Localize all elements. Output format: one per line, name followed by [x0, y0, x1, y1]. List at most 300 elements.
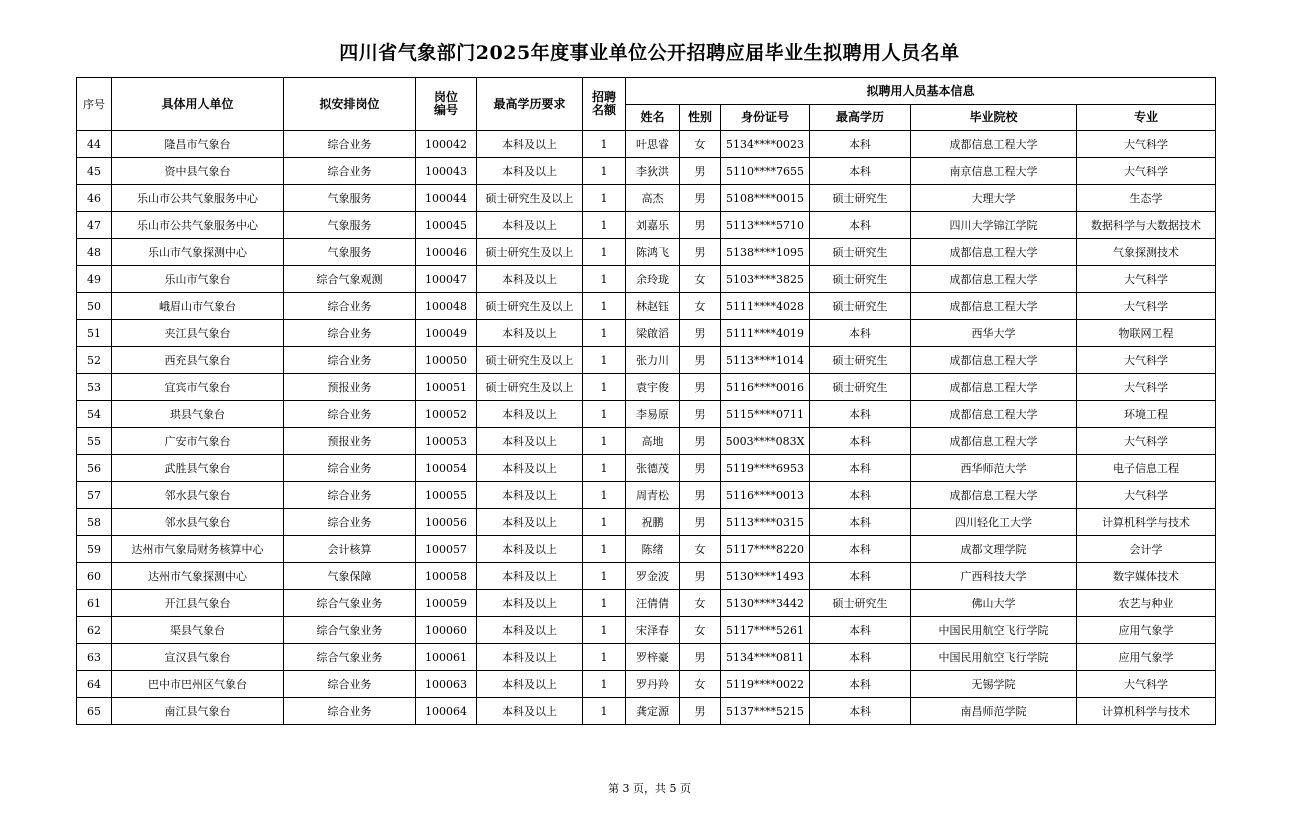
edu-req-cell: 本科及以上 [477, 482, 583, 509]
name-cell: 祝鹏 [626, 509, 680, 536]
id-number-cell: 5137****5215 [721, 698, 810, 725]
gender-cell: 女 [680, 671, 721, 698]
major-cell: 大气科学 [1077, 131, 1216, 158]
degree-cell: 本科 [810, 671, 911, 698]
table-row [77, 428, 1216, 455]
seq-cell: 56 [77, 455, 112, 482]
school-cell: 成都信息工程大学 [911, 482, 1077, 509]
degree-cell: 硕士研究生 [810, 590, 911, 617]
gender-cell: 女 [680, 293, 721, 320]
position-cell: 会计核算 [284, 536, 416, 563]
school-cell: 成都信息工程大学 [911, 293, 1077, 320]
degree-cell: 本科 [810, 455, 911, 482]
table-row [77, 401, 1216, 428]
gender-cell: 男 [680, 482, 721, 509]
name-cell: 李狄洪 [626, 158, 680, 185]
name-cell: 梁啟滔 [626, 320, 680, 347]
gender-cell: 男 [680, 509, 721, 536]
major-cell: 数字媒体技术 [1077, 563, 1216, 590]
table-row [77, 617, 1216, 644]
position-cell: 气象服务 [284, 185, 416, 212]
quota-cell: 1 [583, 320, 626, 347]
unit-cell: 巴中市巴州区气象台 [112, 671, 284, 698]
header-name: 姓名 [626, 105, 680, 131]
post-code-cell: 100048 [416, 293, 477, 320]
quota-cell: 1 [583, 428, 626, 455]
school-cell: 成都信息工程大学 [911, 374, 1077, 401]
unit-cell: 乐山市公共气象服务中心 [112, 185, 284, 212]
position-cell: 综合业务 [284, 509, 416, 536]
post-code-cell: 100051 [416, 374, 477, 401]
unit-cell: 达州市气象局财务核算中心 [112, 536, 284, 563]
name-cell: 陈鸿飞 [626, 239, 680, 266]
major-cell: 计算机科学与技术 [1077, 698, 1216, 725]
edu-req-cell: 本科及以上 [477, 698, 583, 725]
degree-cell: 本科 [810, 563, 911, 590]
quota-cell: 1 [583, 644, 626, 671]
unit-cell: 乐山市气象台 [112, 266, 284, 293]
quota-cell: 1 [583, 671, 626, 698]
name-cell: 龚定源 [626, 698, 680, 725]
post-code-cell: 100049 [416, 320, 477, 347]
header-quota-line1: 招聘 [591, 90, 616, 104]
post-code-cell: 100053 [416, 428, 477, 455]
major-cell: 环境工程 [1077, 401, 1216, 428]
table-row [77, 644, 1216, 671]
position-cell: 预报业务 [284, 374, 416, 401]
header-quota-line2: 名额 [591, 103, 616, 117]
post-code-cell: 100054 [416, 455, 477, 482]
degree-cell: 硕士研究生 [810, 374, 911, 401]
quota-cell: 1 [583, 212, 626, 239]
header-unit: 具体用人单位 [112, 78, 284, 131]
school-cell: 成都信息工程大学 [911, 131, 1077, 158]
post-code-cell: 100043 [416, 158, 477, 185]
quota-cell: 1 [583, 536, 626, 563]
degree-cell: 本科 [810, 131, 911, 158]
unit-cell: 西充县气象台 [112, 347, 284, 374]
id-number-cell: 5117****5261 [721, 617, 810, 644]
position-cell: 综合业务 [284, 158, 416, 185]
school-cell: 广西科技大学 [911, 563, 1077, 590]
unit-cell: 乐山市气象探测中心 [112, 239, 284, 266]
header-position: 拟安排岗位 [284, 78, 416, 131]
name-cell: 高地 [626, 428, 680, 455]
degree-cell: 本科 [810, 509, 911, 536]
degree-cell: 本科 [810, 536, 911, 563]
seq-cell: 58 [77, 509, 112, 536]
major-cell: 大气科学 [1077, 266, 1216, 293]
seq-cell: 46 [77, 185, 112, 212]
id-number-cell: 5130****3442 [721, 590, 810, 617]
name-cell: 宋泽春 [626, 617, 680, 644]
major-cell: 应用气象学 [1077, 644, 1216, 671]
unit-cell: 达州市气象探测中心 [112, 563, 284, 590]
seq-cell: 50 [77, 293, 112, 320]
seq-cell: 54 [77, 401, 112, 428]
school-cell: 四川轻化工大学 [911, 509, 1077, 536]
edu-req-cell: 本科及以上 [477, 320, 583, 347]
table-row [77, 455, 1216, 482]
gender-cell: 男 [680, 158, 721, 185]
seq-cell: 57 [77, 482, 112, 509]
table-row [77, 293, 1216, 320]
name-cell: 张力川 [626, 347, 680, 374]
unit-cell: 邻水县气象台 [112, 509, 284, 536]
quota-cell: 1 [583, 374, 626, 401]
quota-cell: 1 [583, 617, 626, 644]
table-row [77, 698, 1216, 725]
table-row [77, 374, 1216, 401]
school-cell: 南昌师范学院 [911, 698, 1077, 725]
edu-req-cell: 本科及以上 [477, 428, 583, 455]
quota-cell: 1 [583, 347, 626, 374]
post-code-cell: 100044 [416, 185, 477, 212]
unit-cell: 乐山市公共气象服务中心 [112, 212, 284, 239]
edu-req-cell: 本科及以上 [477, 671, 583, 698]
gender-cell: 男 [680, 401, 721, 428]
gender-cell: 男 [680, 239, 721, 266]
header-row-top [77, 78, 1216, 105]
edu-req-cell: 本科及以上 [477, 131, 583, 158]
name-cell: 周青松 [626, 482, 680, 509]
id-number-cell: 5108****0015 [721, 185, 810, 212]
quota-cell: 1 [583, 293, 626, 320]
name-cell: 张德茂 [626, 455, 680, 482]
id-number-cell: 5116****0016 [721, 374, 810, 401]
edu-req-cell: 本科及以上 [477, 644, 583, 671]
seq-cell: 47 [77, 212, 112, 239]
position-cell: 综合业务 [284, 347, 416, 374]
post-code-cell: 100057 [416, 536, 477, 563]
position-cell: 综合业务 [284, 698, 416, 725]
position-cell: 综合业务 [284, 455, 416, 482]
id-number-cell: 5110****7655 [721, 158, 810, 185]
name-cell: 林赵钰 [626, 293, 680, 320]
name-cell: 袁宇俊 [626, 374, 680, 401]
unit-cell: 邻水县气象台 [112, 482, 284, 509]
major-cell: 大气科学 [1077, 428, 1216, 455]
header-post-code-line2: 编号 [433, 103, 458, 117]
position-cell: 综合气象业务 [284, 590, 416, 617]
header-gender: 性别 [680, 105, 721, 131]
id-number-cell: 5119****0022 [721, 671, 810, 698]
seq-cell: 61 [77, 590, 112, 617]
edu-req-cell: 本科及以上 [477, 509, 583, 536]
position-cell: 综合气象业务 [284, 617, 416, 644]
major-cell: 大气科学 [1077, 347, 1216, 374]
gender-cell: 女 [680, 536, 721, 563]
seq-cell: 49 [77, 266, 112, 293]
edu-req-cell: 本科及以上 [477, 563, 583, 590]
school-cell: 成都信息工程大学 [911, 401, 1077, 428]
table-row [77, 266, 1216, 293]
degree-cell: 本科 [810, 617, 911, 644]
major-cell: 大气科学 [1077, 158, 1216, 185]
header-highest-degree: 最高学历 [810, 105, 911, 131]
major-cell: 电子信息工程 [1077, 455, 1216, 482]
unit-cell: 夹江县气象台 [112, 320, 284, 347]
seq-cell: 51 [77, 320, 112, 347]
name-cell: 叶思睿 [626, 131, 680, 158]
gender-cell: 女 [680, 266, 721, 293]
seq-cell: 48 [77, 239, 112, 266]
edu-req-cell: 本科及以上 [477, 590, 583, 617]
seq-cell: 45 [77, 158, 112, 185]
edu-req-cell: 硕士研究生及以上 [477, 374, 583, 401]
major-cell: 生态学 [1077, 185, 1216, 212]
header-id-number: 身份证号 [721, 105, 810, 131]
seq-cell: 63 [77, 644, 112, 671]
position-cell: 预报业务 [284, 428, 416, 455]
position-cell: 综合业务 [284, 293, 416, 320]
quota-cell: 1 [583, 563, 626, 590]
post-code-cell: 100055 [416, 482, 477, 509]
edu-req-cell: 本科及以上 [477, 401, 583, 428]
edu-req-cell: 本科及以上 [477, 455, 583, 482]
gender-cell: 男 [680, 698, 721, 725]
table-row [77, 158, 1216, 185]
gender-cell: 男 [680, 185, 721, 212]
post-code-cell: 100056 [416, 509, 477, 536]
header-post-code-line1: 岗位 [433, 90, 458, 104]
name-cell: 汪倩倩 [626, 590, 680, 617]
school-cell: 成都信息工程大学 [911, 239, 1077, 266]
id-number-cell: 5113****5710 [721, 212, 810, 239]
unit-cell: 资中县气象台 [112, 158, 284, 185]
degree-cell: 本科 [810, 401, 911, 428]
table-row [77, 482, 1216, 509]
post-code-cell: 100064 [416, 698, 477, 725]
table-row [77, 320, 1216, 347]
school-cell: 成都文理学院 [911, 536, 1077, 563]
seq-cell: 64 [77, 671, 112, 698]
quota-cell: 1 [583, 239, 626, 266]
post-code-cell: 100060 [416, 617, 477, 644]
unit-cell: 峨眉山市气象台 [112, 293, 284, 320]
quota-cell: 1 [583, 131, 626, 158]
unit-cell: 隆昌市气象台 [112, 131, 284, 158]
gender-cell: 男 [680, 347, 721, 374]
seq-cell: 52 [77, 347, 112, 374]
school-cell: 西华师范大学 [911, 455, 1077, 482]
gender-cell: 男 [680, 374, 721, 401]
seq-cell: 55 [77, 428, 112, 455]
header-seq: 序号 [77, 78, 112, 131]
gender-cell: 男 [680, 320, 721, 347]
quota-cell: 1 [583, 401, 626, 428]
unit-cell: 武胜县气象台 [112, 455, 284, 482]
unit-cell: 宣汉县气象台 [112, 644, 284, 671]
name-cell: 罗金波 [626, 563, 680, 590]
school-cell: 大理大学 [911, 185, 1077, 212]
edu-req-cell: 硕士研究生及以上 [477, 347, 583, 374]
seq-cell: 59 [77, 536, 112, 563]
major-cell: 应用气象学 [1077, 617, 1216, 644]
school-cell: 四川大学锦江学院 [911, 212, 1077, 239]
name-cell: 高杰 [626, 185, 680, 212]
table-row [77, 212, 1216, 239]
edu-req-cell: 硕士研究生及以上 [477, 185, 583, 212]
gender-cell: 女 [680, 590, 721, 617]
school-cell: 南京信息工程大学 [911, 158, 1077, 185]
school-cell: 成都信息工程大学 [911, 266, 1077, 293]
edu-req-cell: 本科及以上 [477, 212, 583, 239]
id-number-cell: 5113****1014 [721, 347, 810, 374]
quota-cell: 1 [583, 590, 626, 617]
major-cell: 大气科学 [1077, 374, 1216, 401]
degree-cell: 硕士研究生 [810, 293, 911, 320]
position-cell: 综合业务 [284, 482, 416, 509]
edu-req-cell: 本科及以上 [477, 158, 583, 185]
unit-cell: 开江县气象台 [112, 590, 284, 617]
post-code-cell: 100063 [416, 671, 477, 698]
degree-cell: 本科 [810, 320, 911, 347]
position-cell: 气象保障 [284, 563, 416, 590]
degree-cell: 本科 [810, 482, 911, 509]
id-number-cell: 5134****0023 [721, 131, 810, 158]
id-number-cell: 5111****4028 [721, 293, 810, 320]
quota-cell: 1 [583, 698, 626, 725]
seq-cell: 53 [77, 374, 112, 401]
edu-req-cell: 硕士研究生及以上 [477, 293, 583, 320]
id-number-cell: 5003****083X [721, 428, 810, 455]
post-code-cell: 100047 [416, 266, 477, 293]
degree-cell: 硕士研究生 [810, 185, 911, 212]
table-row [77, 563, 1216, 590]
edu-req-cell: 本科及以上 [477, 536, 583, 563]
post-code-cell: 100061 [416, 644, 477, 671]
major-cell: 会计学 [1077, 536, 1216, 563]
major-cell: 大气科学 [1077, 293, 1216, 320]
name-cell: 陈绪 [626, 536, 680, 563]
header-edu-req: 最高学历要求 [477, 78, 583, 131]
gender-cell: 男 [680, 428, 721, 455]
gender-cell: 女 [680, 617, 721, 644]
id-number-cell: 5113****0315 [721, 509, 810, 536]
table-row [77, 347, 1216, 374]
id-number-cell: 5115****0711 [721, 401, 810, 428]
position-cell: 综合气象业务 [284, 644, 416, 671]
unit-cell: 宜宾市气象台 [112, 374, 284, 401]
id-number-cell: 5119****6953 [721, 455, 810, 482]
table-row [77, 185, 1216, 212]
unit-cell: 南江县气象台 [112, 698, 284, 725]
major-cell: 农艺与种业 [1077, 590, 1216, 617]
seq-cell: 44 [77, 131, 112, 158]
name-cell: 罗丹羚 [626, 671, 680, 698]
page-title: 四川省气象部门2025年度事业单位公开招聘应届毕业生拟聘用人员名单 [339, 42, 960, 64]
id-number-cell: 5130****1493 [721, 563, 810, 590]
id-number-cell: 5138****1095 [721, 239, 810, 266]
unit-cell: 渠县气象台 [112, 617, 284, 644]
school-cell: 佛山大学 [911, 590, 1077, 617]
post-code-cell: 100059 [416, 590, 477, 617]
school-cell: 成都信息工程大学 [911, 428, 1077, 455]
major-cell: 计算机科学与技术 [1077, 509, 1216, 536]
name-cell: 刘嘉乐 [626, 212, 680, 239]
school-cell: 成都信息工程大学 [911, 347, 1077, 374]
position-cell: 气象服务 [284, 239, 416, 266]
table-row [77, 131, 1216, 158]
id-number-cell: 5116****0013 [721, 482, 810, 509]
unit-cell: 珙县气象台 [112, 401, 284, 428]
quota-cell: 1 [583, 266, 626, 293]
name-cell: 李易原 [626, 401, 680, 428]
post-code-cell: 100046 [416, 239, 477, 266]
degree-cell: 硕士研究生 [810, 266, 911, 293]
header-school: 毕业院校 [911, 105, 1077, 131]
gender-cell: 男 [680, 644, 721, 671]
id-number-cell: 5117****8220 [721, 536, 810, 563]
table-row [77, 536, 1216, 563]
edu-req-cell: 本科及以上 [477, 266, 583, 293]
roster-table [76, 77, 1216, 725]
header-major: 专业 [1077, 105, 1216, 131]
quota-cell: 1 [583, 158, 626, 185]
table-row [77, 671, 1216, 698]
table-row [77, 239, 1216, 266]
gender-cell: 男 [680, 212, 721, 239]
position-cell: 综合业务 [284, 671, 416, 698]
name-cell: 余玲珑 [626, 266, 680, 293]
gender-cell: 男 [680, 563, 721, 590]
post-code-cell: 100052 [416, 401, 477, 428]
post-code-cell: 100042 [416, 131, 477, 158]
header-basic-info: 拟聘用人员基本信息 [626, 78, 1216, 105]
seq-cell: 62 [77, 617, 112, 644]
table-row [77, 509, 1216, 536]
quota-cell: 1 [583, 509, 626, 536]
unit-cell: 广安市气象台 [112, 428, 284, 455]
seq-cell: 65 [77, 698, 112, 725]
quota-cell: 1 [583, 455, 626, 482]
seq-cell: 60 [77, 563, 112, 590]
degree-cell: 本科 [810, 212, 911, 239]
id-number-cell: 5111****4019 [721, 320, 810, 347]
degree-cell: 硕士研究生 [810, 347, 911, 374]
header-quota [583, 78, 626, 131]
name-cell: 罗梓豪 [626, 644, 680, 671]
degree-cell: 本科 [810, 698, 911, 725]
post-code-cell: 100045 [416, 212, 477, 239]
gender-cell: 男 [680, 455, 721, 482]
quota-cell: 1 [583, 482, 626, 509]
position-cell: 综合业务 [284, 401, 416, 428]
degree-cell: 本科 [810, 428, 911, 455]
major-cell: 大气科学 [1077, 482, 1216, 509]
gender-cell: 女 [680, 131, 721, 158]
position-cell: 气象服务 [284, 212, 416, 239]
school-cell: 中国民用航空飞行学院 [911, 617, 1077, 644]
id-number-cell: 5134****0811 [721, 644, 810, 671]
quota-cell: 1 [583, 185, 626, 212]
degree-cell: 本科 [810, 158, 911, 185]
header-post-code [416, 78, 477, 131]
page-footer: 第 3 页，共 5 页 [608, 782, 691, 795]
position-cell: 综合业务 [284, 320, 416, 347]
school-cell: 中国民用航空飞行学院 [911, 644, 1077, 671]
table-row [77, 590, 1216, 617]
degree-cell: 本科 [810, 644, 911, 671]
post-code-cell: 100058 [416, 563, 477, 590]
position-cell: 综合业务 [284, 131, 416, 158]
id-number-cell: 5103****3825 [721, 266, 810, 293]
major-cell: 物联网工程 [1077, 320, 1216, 347]
roster-body [77, 131, 1216, 725]
major-cell: 大气科学 [1077, 671, 1216, 698]
major-cell: 气象探测技术 [1077, 239, 1216, 266]
